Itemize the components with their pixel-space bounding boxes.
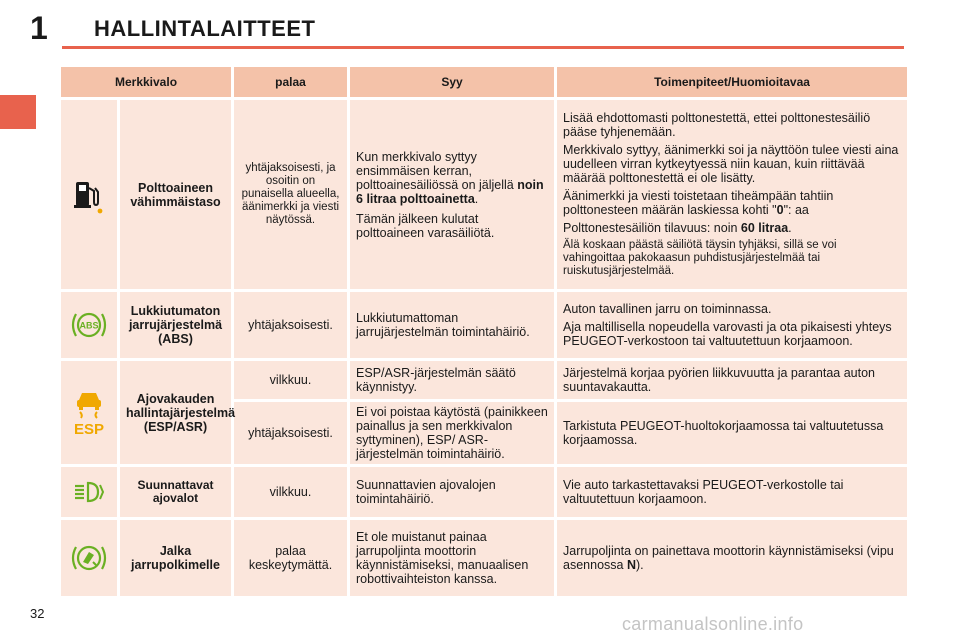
lit-condition: palaa keskeytymättä.: [234, 520, 347, 596]
cause-text: Lukkiutumattoman jarrujärjestelmän toimintahäiriö.: [350, 292, 554, 358]
lit-condition: vilkkuu.: [234, 467, 347, 517]
lit-condition: yhtäjaksoisesti.: [234, 292, 347, 358]
icon-cell: [61, 520, 117, 596]
cause-text: [350, 100, 554, 289]
column-header-actions: Toimenpiteet/Huomioitavaa: [557, 67, 907, 97]
chapter-side-tab: [0, 95, 36, 129]
cause-paragraph: [356, 150, 548, 206]
action-text-bold: 60 litraa: [740, 221, 789, 236]
cause-paragraph: Tämän jälkeen kulutat polttoaineen varasäiliötä.: [356, 211, 495, 240]
action-text: Järjestelmä korjaa pyörien liikkuvuutta ja parantaa auton suuntavakautta.: [557, 361, 907, 399]
action-paragraph: Älä koskaan päästä säiliötä täysin tyhjäksi, sillä se voi vahingoittaa pakokaasun puhdistusjärjestelmää tai ruiskutusjärjestelmää.: [563, 239, 837, 277]
warning-name: Lukkiutumaton jarrujärjestelmä (ABS): [120, 292, 231, 358]
icon-cell: [61, 467, 117, 517]
cause-text-part: Kun merkkivalo syttyy ensimmäisen kerran, polttoainesäiliössä on jäljellä: [356, 149, 518, 192]
action-text-bold: N: [626, 558, 636, 572]
column-header-warning-light: Merkkivalo: [61, 67, 231, 97]
cause-text-part: .: [474, 191, 479, 206]
brake-pedal-icon: [69, 542, 109, 574]
table-row: [61, 520, 907, 596]
action-text-bold: 0: [776, 203, 784, 218]
action-text: [557, 292, 907, 358]
cause-text: Ei voi poistaa käytöstä (painikkeen painallus ja sen merkkivalon syttyminen), ESP/ ASR-järjestelmän toimintahäiriö.: [350, 402, 554, 464]
action-text-part: ).: [635, 558, 644, 572]
action-paragraph: [563, 221, 901, 235]
table-row: [61, 361, 907, 399]
action-text-part: Äänimerkki ja viesti toistetaan tiheämpään tahtiin polttonesteen määrän laskiessa kohti ": [563, 189, 834, 218]
cause-text: ESP/ASR-järjestelmän säätö käynnistyy.: [350, 361, 554, 399]
action-text-part: Polttonestesäiliön tilavuus: noin: [563, 221, 741, 236]
chapter-number: 1: [30, 10, 48, 46]
cause-text-bold: noin 6 litraa polttoainetta: [356, 177, 544, 206]
icon-cell: [61, 100, 117, 289]
icon-cell: [61, 292, 117, 358]
action-text-part: Jarrupoljinta on painettava moottorin käynnistämiseksi (vipu asennossa: [563, 544, 894, 572]
warning-name: Jalka jarrupolkimelle: [120, 520, 231, 596]
page-title: HALLINTALAITTEET: [94, 16, 316, 41]
cause-text: Et ole muistanut painaa jarrupoljinta moottorin käynnistämiseksi, manuaalisen robottivaihteiston kanssa.: [350, 520, 554, 596]
column-header-cause: Syy: [350, 67, 554, 97]
title-rule: [62, 46, 904, 49]
esp-icon-label: ESP: [73, 420, 105, 438]
table-header-row: [61, 67, 907, 97]
icon-cell: [61, 361, 117, 464]
action-text: [557, 100, 907, 289]
abs-icon: [69, 309, 109, 341]
cause-text: Suunnattavien ajovalojen toimintahäiriö.: [350, 467, 554, 517]
table-row: [61, 292, 907, 358]
warning-lights-table: [58, 64, 910, 599]
action-text: Tarkistuta PEUGEOT-huoltokorjaamossa tai valtuutetussa korjaamossa.: [557, 402, 907, 464]
esp-skid-icon: [71, 388, 107, 438]
headlamp-icon: [72, 480, 106, 504]
action-text-part: ": aa: [783, 203, 809, 218]
warning-name: Polttoaineen vähimmäistaso: [120, 100, 231, 289]
warning-name: Suunnattavat ajovalot: [120, 467, 231, 517]
action-paragraph: [563, 189, 901, 217]
column-header-lit: palaa: [234, 67, 347, 97]
warning-name: Ajovakauden hallintajärjestelmä (ESP/ASR): [120, 361, 231, 464]
page-number: 32: [30, 606, 45, 621]
action-paragraph: Lisää ehdottomasti polttonestettä, ettei polttonestesäiliö pääse tyhjenemään.: [563, 111, 871, 140]
action-paragraph: Merkkivalo syttyy, äänimerkki soi ja näyttöön tulee viesti aina uudelleen virran kytkeytyessä niin kauan, kuin riittävää määrää polttonestettä ei ole lisätty.: [563, 143, 899, 186]
action-text-part: .: [788, 221, 792, 236]
action-text: Vie auto tarkastettavaksi PEUGEOT-verkostolle tai valtuutettuun korjaamoon.: [557, 467, 907, 517]
table-row: [61, 100, 907, 289]
abs-icon-label: ABS: [79, 320, 99, 331]
fuel-pump-icon: [72, 175, 106, 215]
watermark: carmanualsonline.info: [622, 614, 804, 634]
action-text: [557, 520, 907, 596]
lit-condition: yhtäjaksoisesti, ja osoitin on punaisella alueella, äänimerkki ja viesti näytössä.: [234, 100, 347, 289]
action-paragraph: Auton tavallinen jarru on toiminnassa.: [563, 302, 772, 316]
lit-condition: yhtäjaksoisesti.: [234, 402, 347, 464]
action-paragraph: Aja maltillisella nopeudella varovasti ja ota pikaisesti yhteys PEUGEOT-verkostoon tai valtuutettuun korjaamoon.: [563, 320, 892, 348]
table-row: [61, 467, 907, 517]
lit-condition: vilkkuu.: [234, 361, 347, 399]
